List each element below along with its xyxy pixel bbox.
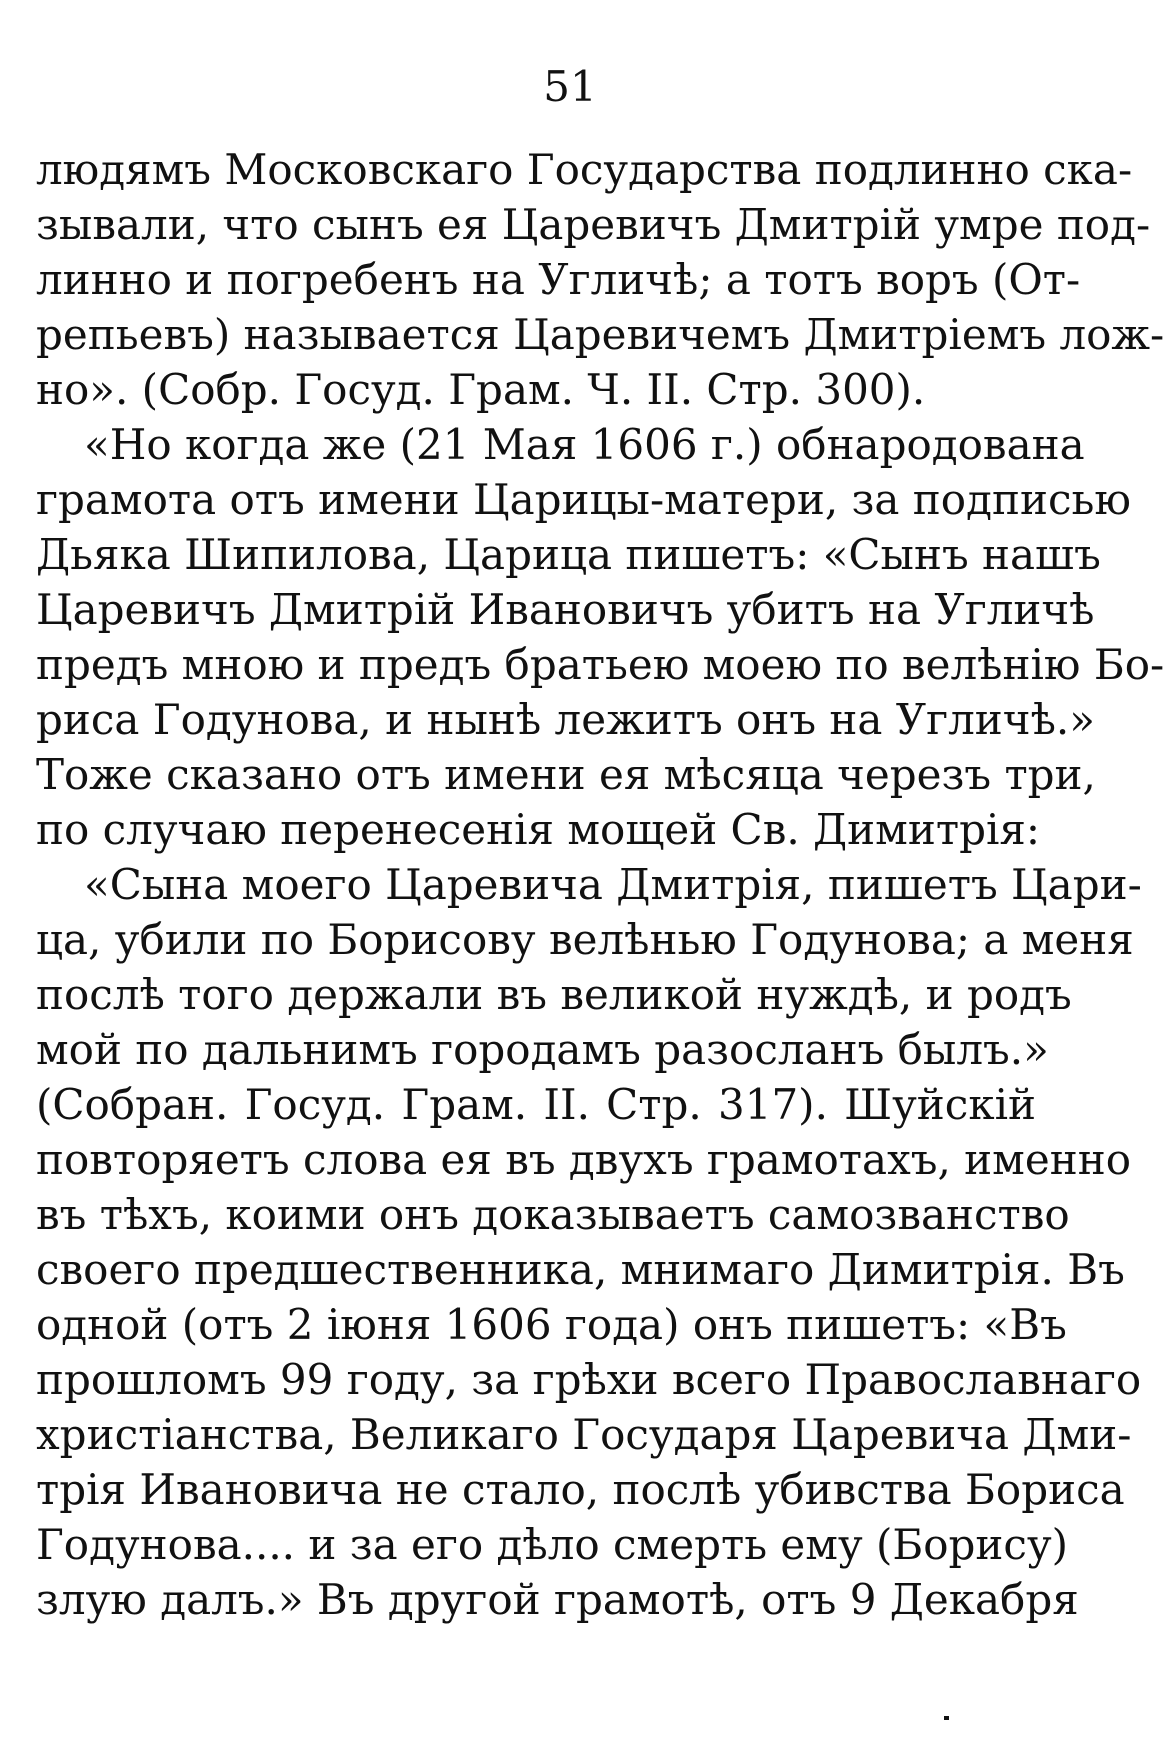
text-line: христіанства, Великаго Государя Царевича Дми- bbox=[36, 1410, 1132, 1459]
text-line: Царевичъ Дмитрій Ивановичъ убитъ на Угличѣ bbox=[36, 585, 1095, 634]
text-line: трія Ивановича не стало, послѣ убивства Бориса bbox=[36, 1465, 1125, 1514]
body-text bbox=[36, 142, 1164, 1627]
text-line: послѣ того держали въ великой нуждѣ, и родъ bbox=[36, 970, 1072, 1019]
text-line: предъ мною и предъ братьею моею по велѣнію Бо- bbox=[36, 640, 1164, 689]
text-line: Тоже сказано отъ имени ея мѣсяца черезъ три, bbox=[36, 750, 1096, 799]
text-line: своего предшественника, мнимаго Димитрія. Въ bbox=[36, 1245, 1125, 1294]
text-line: людямъ Московскаго Государства подлинно ска- bbox=[36, 145, 1133, 194]
text-line: риса Годунова, и нынѣ лежитъ онъ на Угличѣ.» bbox=[36, 695, 1095, 744]
text-line: но». (Собр. Госуд. Грам. Ч. II. Стр. 300). bbox=[36, 365, 926, 414]
text-line: ца, убили по Борисову велѣнью Годунова; а меня bbox=[36, 915, 1134, 964]
text-line: повторяетъ слова ея въ двухъ грамотахъ, именно bbox=[36, 1135, 1131, 1184]
text-line: репьевъ) называется Царевичемъ Дмитріемъ лож- bbox=[36, 310, 1164, 359]
text-line: зывали, что сынъ ея Царевичъ Дмитрій умре под- bbox=[36, 200, 1151, 249]
text-line: Дьяка Шипилова, Царица пишетъ: «Сынъ нашъ bbox=[36, 530, 1101, 579]
text-line: мой по дальнимъ городамъ разосланъ былъ.» bbox=[36, 1025, 1049, 1074]
text-line: линно и погребенъ на Угличѣ; а тотъ воръ (От- bbox=[36, 255, 1081, 304]
text-line: (Собран. Госуд. Грам. II. Стр. 317). Шуйскій bbox=[36, 1080, 1036, 1129]
paragraph-start-line: «Но когда же (21 Мая 1606 г.) обнародована bbox=[84, 420, 1085, 469]
paragraph-start-line: «Сына моего Царевича Дмитрія, пишетъ Цари- bbox=[84, 860, 1142, 909]
text-line: грамота отъ имени Царицы-матери, за подписью bbox=[36, 475, 1131, 524]
text-line: Годунова.... и за его дѣло смерть ему (Борису) bbox=[36, 1520, 1069, 1569]
text-line: злую далъ.» Въ другой грамотѣ, отъ 9 Декабря bbox=[36, 1575, 1079, 1624]
text-line: прошломъ 99 году, за грѣхи всего Православнаго bbox=[36, 1355, 1142, 1404]
print-mark bbox=[944, 1716, 949, 1720]
text-line: одной (отъ 2 іюня 1606 года) онъ пишетъ: «Въ bbox=[36, 1300, 1067, 1349]
page-number: 51 bbox=[543, 62, 597, 111]
text-line: по случаю перенесенія мощей Св. Димитрія: bbox=[36, 805, 1041, 854]
text-line: въ тѣхъ, коими онъ доказываетъ самозванство bbox=[36, 1190, 1070, 1239]
